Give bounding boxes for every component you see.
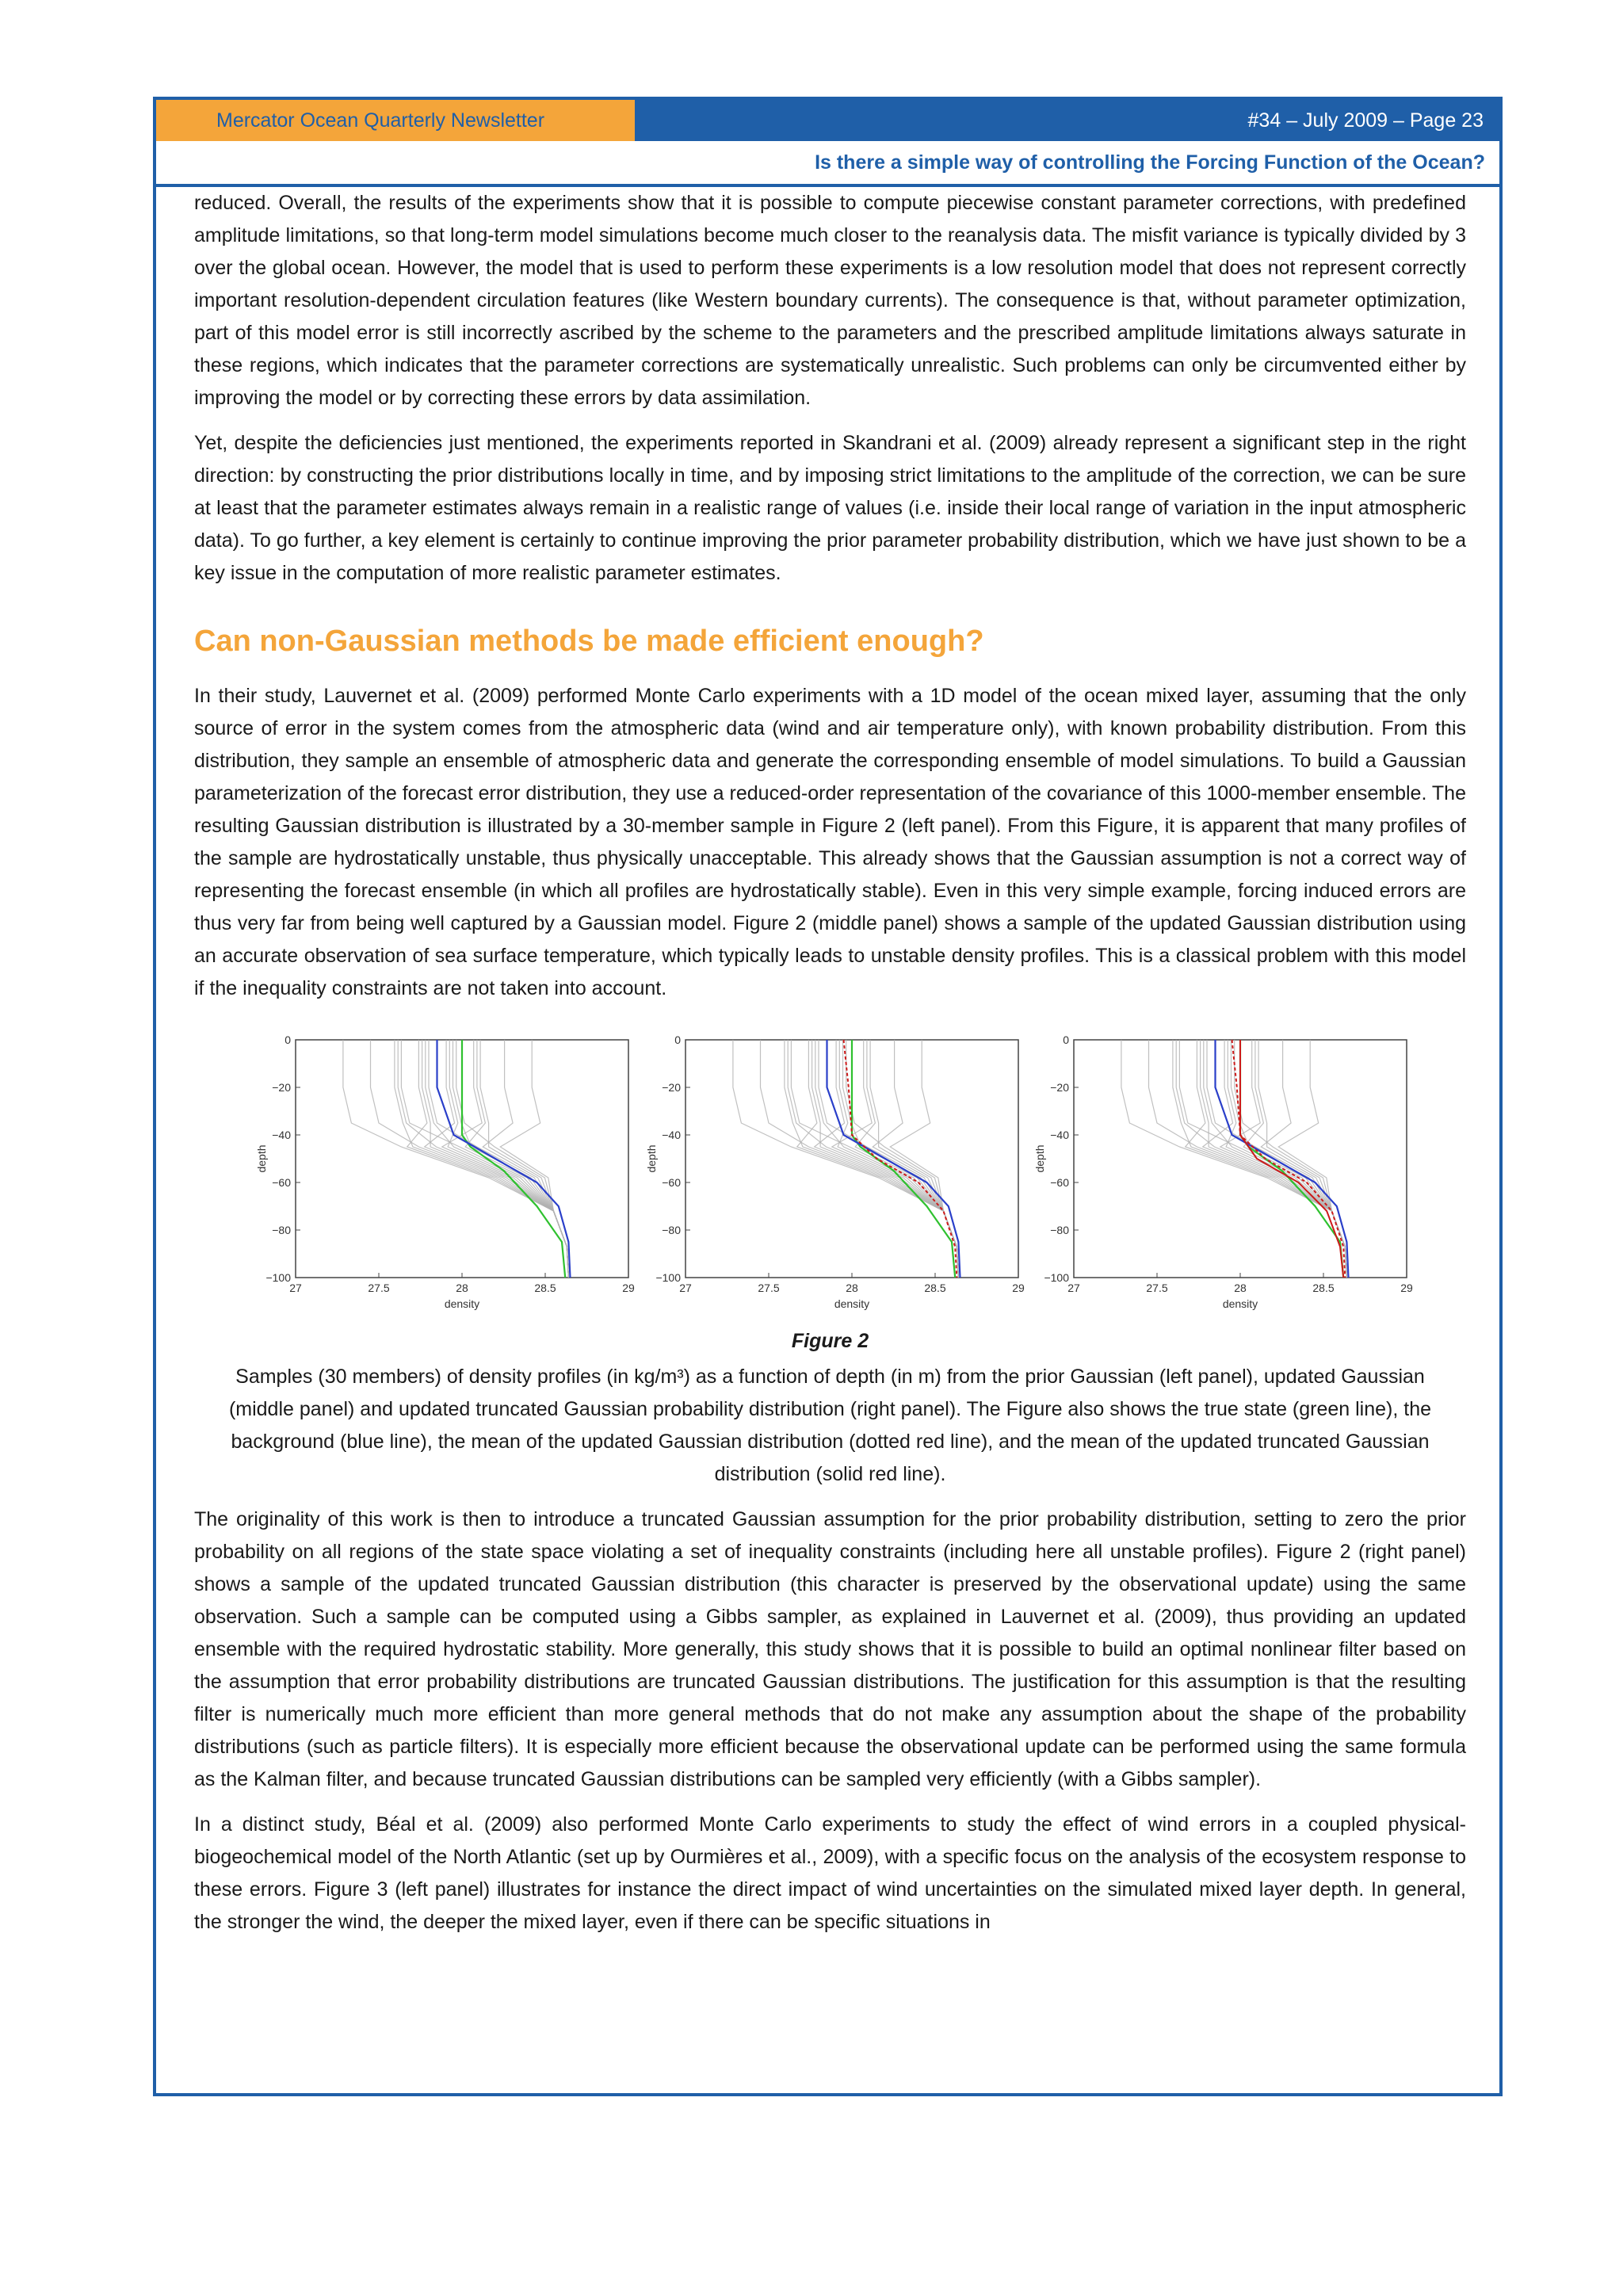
x-axis-label: density (1222, 1297, 1258, 1310)
newsletter-title: Mercator Ocean Quarterly Newsletter (156, 100, 635, 141)
y-tick-label: −100 (265, 1271, 291, 1284)
x-tick-label: 27.5 (758, 1282, 780, 1294)
x-tick-label: 28 (456, 1282, 468, 1294)
x-tick-label: 28.5 (924, 1282, 946, 1294)
x-tick-label: 29 (622, 1282, 635, 1294)
y-tick-label: −20 (1050, 1081, 1069, 1094)
paragraph: reduced. Overall, the results of the experiments show that it is possible to compute piecewise constant parameter corrections, with predefined amplitude limitations, so that long-term model simulations become much closer to the reanalysis data. The misfit variance is typically divided by 3 over the global ocean. However, the model that is used to perform these experiments is a low resolution model that does not represent correctly important resolution-dependent circulation features (like Western boundary currents). The consequence is that, without parameter optimization, part of this model error is still incorrectly ascribed by the scheme to the parameters and the prescribed amplitude limitations always saturate in these regions, which indicates that the parameter corrections are systematically unrealistic. Such problems can only be circumvented either by improving the model or by correcting these errors by data assimilation. (194, 192, 1466, 409)
issue-page-number: #34 – July 2009 – Page 23 (635, 100, 1499, 141)
x-tick-label: 28.5 (534, 1282, 556, 1294)
newsletter-header (156, 100, 1499, 141)
figure-caption: Samples (30 members) of density profiles (in kg/m³) as a function of depth (in m) from the prior Gaussian (left panel), updated Gaussian (middle panel) and updated truncated Gaussian probability distribution (right panel). The Figure also shows the true state (green line), the background (blue line), the mean of the updated Gaussian distribution (dotted red line), and the mean of the updated truncated Gaussian distribution (solid red line). (228, 1366, 1432, 1485)
paragraph: In a distinct study, Béal et al. (2009) also performed Monte Carlo experiments to study the effect of wind errors in a coupled physical-biogeochemical model of the North Atlantic (set up by Ourmières et al., 2009), with a specific focus on the analysis of the ecosystem response to these errors. Figure 3 (left panel) illustrates for instance the direct impact of wind uncertainties on the simulated mixed layer depth. In general, the stronger the wind, the deeper the mixed layer, even if there can be specific situations in (194, 1813, 1466, 1933)
y-tick-label: 0 (674, 1033, 681, 1046)
y-tick-label: −80 (272, 1224, 291, 1236)
y-tick-label: −100 (1044, 1271, 1069, 1284)
y-tick-label: −60 (662, 1176, 681, 1189)
x-tick-label: 27.5 (1146, 1282, 1168, 1294)
article-title: Is there a simple way of controlling the Forcing Function of the Ocean? (156, 141, 1499, 187)
article-body (194, 187, 1466, 1939)
y-axis-label: depth (1033, 1144, 1046, 1173)
y-tick-label: −40 (662, 1129, 681, 1141)
y-tick-label: −60 (1050, 1176, 1069, 1189)
y-tick-label: −100 (655, 1271, 681, 1284)
chart-middle-panel (640, 1026, 1036, 1319)
paragraph: In their study, Lauvernet et al. (2009) performed Monte Carlo experiments with a 1D model of the ocean mixed layer, assuming that the only source of error in the system comes from the atmospheric data (wind and air temperature only), with known probability distribution. From this distribution, they sample an ensemble of atmospheric data and generate the corresponding ensemble of model simulations. To build a Gaussian parameterization of the forecast error distribution, they use a reduced-order representation of the covariance of this 1000-member ensemble. The resulting Gaussian distribution is illustrated by a 30-member sample in Figure 2 (left panel). From this Figure, it is apparent that many profiles of the sample are hydrostatically unstable, thus physically unacceptable. This already shows that the Gaussian assumption is not a correct way of representing the forecast ensemble (in which all profiles are hydrostatically stable). Even in this very simple example, forcing induced errors are thus very far from being well captured by a Gaussian model. Figure 2 (middle panel) shows a sample of the updated Gaussian distribution using an accurate observation of sea surface temperature, which typically leads to unstable density profiles. This is a classical problem with this model if the inequality constraints are not taken into account. (194, 685, 1466, 999)
figure-2 (194, 1026, 1466, 1319)
x-tick-label: 27 (679, 1282, 692, 1294)
chart-left-panel (250, 1026, 646, 1319)
x-tick-label: 27 (1067, 1282, 1080, 1294)
x-tick-label: 28 (1234, 1282, 1247, 1294)
x-tick-label: 27 (289, 1282, 302, 1294)
y-axis-label: depth (255, 1144, 268, 1173)
x-tick-label: 28.5 (1312, 1282, 1335, 1294)
y-tick-label: −60 (272, 1176, 291, 1189)
y-tick-label: −80 (1050, 1224, 1069, 1236)
y-tick-label: −20 (272, 1081, 291, 1094)
x-axis-label: density (834, 1297, 870, 1310)
chart-right-panel (1028, 1026, 1424, 1319)
x-tick-label: 29 (1012, 1282, 1025, 1294)
y-tick-label: −40 (272, 1129, 291, 1141)
x-tick-label: 28 (846, 1282, 858, 1294)
y-tick-label: 0 (1063, 1033, 1069, 1046)
y-tick-label: −40 (1050, 1129, 1069, 1141)
y-tick-label: 0 (285, 1033, 291, 1046)
y-axis-label: depth (645, 1144, 658, 1173)
x-tick-label: 27.5 (368, 1282, 390, 1294)
section-heading: Can non-Gaussian methods be made efficient enough? (194, 625, 984, 658)
paragraph: The originality of this work is then to introduce a truncated Gaussian assumption for the prior probability distribution, setting to zero the prior probability on all regions of the state space violating a set of inequality constraints (including here all unstable profiles). Figure 2 (right panel) shows a sample of the updated truncated Gaussian distribution (this character is preserved by the observational update) using the same observation. Such a sample can be computed using a Gibbs sampler, as explained in Lauvernet et al. (2009), thus providing an updated ensemble with the required hydrostatic stability. More generally, this study shows that it is possible to build an optimal nonlinear filter based on the assumption that error probability distributions are truncated Gaussian distributions. The justification for this assumption is that the resulting filter is numerically much more efficient than more general methods that do not make any assumption about the shape of the probability distributions (such as particle filters). It is especially more efficient because the observational update can be performed using the same formula as the Kalman filter, and because truncated Gaussian distributions can be sampled very efficiently (with a Gibbs sampler). (194, 1508, 1466, 1790)
paragraph: Yet, despite the deficiencies just mentioned, the experiments reported in Skandrani et al. (2009) already represent a significant step in the right direction: by constructing the prior distributions locally in time, and by imposing strict limitations to the amplitude of the correction, we can be sure at least that the parameter estimates always remain in a realistic range of values (i.e. inside their local range of variation in the input atmospheric data). To go further, a key element is certainly to continue improving the prior parameter probability distribution, which we have just shown to be a key issue in the computation of more realistic parameter estimates. (194, 432, 1466, 584)
page-frame (153, 97, 1503, 2096)
x-axis-label: density (444, 1297, 480, 1310)
figure-title: Figure 2 (791, 1330, 869, 1352)
x-tick-label: 29 (1400, 1282, 1413, 1294)
y-tick-label: −20 (662, 1081, 681, 1094)
y-tick-label: −80 (662, 1224, 681, 1236)
